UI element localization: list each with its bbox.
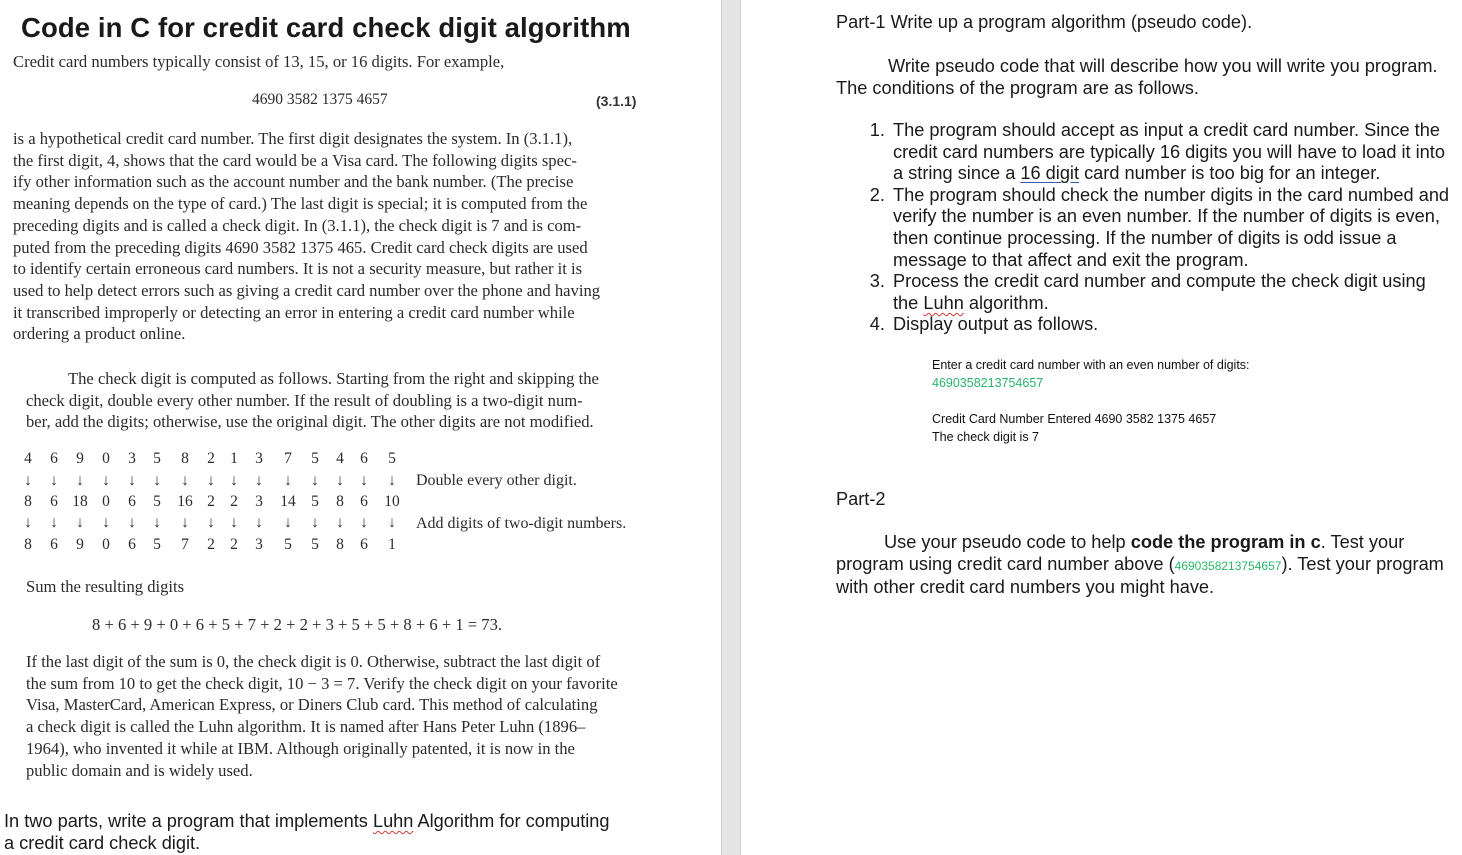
digit-table	[20, 450, 660, 560]
p2-card-number: 4690358213754657	[1174, 558, 1282, 573]
left-page	[0, 0, 720, 855]
p3-line: 1964), who invented it while at IBM. Although originally patented, it is now in the	[26, 738, 575, 758]
table-digit: 3	[255, 536, 263, 553]
table-digit: 9	[76, 450, 84, 467]
table-digit: 18	[72, 493, 88, 510]
conditions-list	[836, 120, 1456, 336]
table-digit: 1	[230, 450, 238, 467]
arrow-down-icon: ↓	[388, 472, 396, 489]
arrow-down-icon: ↓	[181, 514, 189, 531]
table-digit: 8	[24, 536, 32, 553]
table-digit: 5	[284, 536, 292, 553]
arrow-down-icon: ↓	[360, 472, 368, 489]
table-digit: 4	[24, 450, 32, 467]
p2-line: check digit, double every other number. If the result of doubling is a two-digit num-	[26, 390, 583, 410]
p3-line: public domain and is widely used.	[26, 760, 253, 780]
arrow-down-icon: ↓	[24, 472, 32, 489]
p1-line: ordering a product online.	[13, 324, 186, 344]
table-digit: 0	[102, 536, 110, 553]
table-digit: 8	[336, 493, 344, 510]
p3-line: a check digit is called the Luhn algorithm. It is named after Hans Peter Luhn (1896–	[26, 717, 586, 737]
p2-text-a: Use your pseudo code to help	[884, 532, 1131, 552]
arrow-down-icon: ↓	[102, 514, 110, 531]
condition-item: 2. The program should check the number digits in the card numbed and verify the number is an even number. If the number of digits is even, then continue processing. If the number of digits is odd issue a message to that affect and exit the program.	[890, 185, 1456, 271]
arrow-down-icon: ↓	[50, 514, 58, 531]
table-digit: 3	[255, 450, 263, 467]
table-digit: 16	[177, 493, 193, 510]
table-digit: 5	[153, 493, 161, 510]
note-double: Double every other digit.	[416, 472, 577, 489]
table-digit: 7	[181, 536, 189, 553]
part2-text	[836, 532, 1448, 599]
p1-line: to identify certain erroneous card numbers. It is not a security measure, but rather it is	[13, 259, 583, 279]
page-title: Code in C for credit card check digit algorithm	[21, 12, 631, 43]
table-digit: 5	[311, 450, 319, 467]
arrow-down-icon: ↓	[181, 472, 189, 489]
table-digit: 8	[24, 493, 32, 510]
table-digit: 0	[102, 493, 110, 510]
table-digit: 6	[128, 493, 136, 510]
arrow-down-icon: ↓	[311, 472, 319, 489]
item1-underlined: 16 digit	[1020, 163, 1080, 184]
task-line-2: a credit card check digit.	[4, 832, 201, 853]
p2-line: ber, add the digits; otherwise, use the original digit. The other digits are not modified.	[26, 412, 594, 432]
arrow-down-icon: ↓	[102, 472, 110, 489]
p3-line: Visa, MasterCard, American Express, or Diners Club card. This method of calculating	[26, 695, 598, 715]
condition-item: 4. Display output as follows.	[890, 314, 1456, 336]
arrow-down-icon: ↓	[255, 514, 263, 531]
table-digit: 6	[50, 450, 58, 467]
arrow-down-icon: ↓	[207, 472, 215, 489]
p2-text-b: . Test your program using credit card number above (	[836, 532, 1405, 574]
table-digit: 6	[360, 536, 368, 553]
p1-line: it transcribed improperly or detecting an error in entering a credit card number while	[13, 302, 575, 322]
arrow-down-icon: ↓	[230, 514, 238, 531]
paragraph-1	[13, 128, 643, 345]
table-digit: 6	[128, 536, 136, 553]
arrow-down-icon: ↓	[153, 472, 161, 489]
arrow-down-icon: ↓	[360, 514, 368, 531]
table-digit: 5	[311, 536, 319, 553]
table-digit: 5	[153, 536, 161, 553]
arrow-down-icon: ↓	[388, 514, 396, 531]
note-add: Add digits of two-digit numbers.	[416, 515, 627, 532]
arrow-down-icon: ↓	[336, 472, 344, 489]
arrow-down-icon: ↓	[255, 472, 263, 489]
table-digit: 6	[50, 493, 58, 510]
right-page	[742, 0, 1462, 855]
table-digit: 8	[181, 450, 189, 467]
output-check: The check digit is 7	[932, 430, 1039, 444]
p1-line: ify other information such as the account number and the bank number. (The precise	[13, 172, 574, 192]
task-luhn-word: Luhn	[372, 811, 414, 831]
table-digit: 4	[336, 450, 344, 467]
arrow-down-icon: ↓	[76, 514, 84, 531]
table-digit: 1	[388, 536, 396, 553]
part1-heading: Part-1 Write up a program algorithm (pseudo code).	[836, 12, 1253, 32]
table-digit: 2	[230, 493, 238, 510]
table-digit: 10	[384, 493, 400, 510]
output-prompt: Enter a credit card number with an even number of digits:	[932, 358, 1250, 372]
table-digit: 5	[311, 493, 319, 510]
arrow-down-icon: ↓	[336, 514, 344, 531]
intro-text: Credit card numbers typically consist of 13, 15, or 16 digits. For example,	[13, 52, 505, 71]
arrow-down-icon: ↓	[128, 472, 136, 489]
table-digit: 6	[50, 536, 58, 553]
intro-line-2: The conditions of the program are as follows.	[836, 77, 1199, 98]
table-digit: 6	[360, 450, 368, 467]
output-spacer	[932, 392, 1250, 410]
p1-line: the first digit, 4, shows that the card would be a Visa card. The following digits spec-	[13, 150, 577, 170]
p1-line: preceding digits and is called a check digit. In (3.1.1), the check digit is 7 and is com-	[13, 215, 582, 235]
page-gutter	[721, 0, 741, 855]
item3-text: Process the credit card number and compute the check digit using the	[893, 271, 1426, 313]
arrow-down-icon: ↓	[76, 472, 84, 489]
table-digit: 2	[207, 536, 215, 553]
sum-label: Sum the resulting digits	[26, 577, 185, 596]
table-digit: 6	[360, 493, 368, 510]
intro-line-1: Write pseudo code that will describe how you will write you program.	[888, 56, 1438, 76]
task-line-1-pre: In two parts, write a program that implements	[4, 811, 373, 831]
p3-line: If the last digit of the sum is 0, the check digit is 0. Otherwise, subtract the last digit of	[26, 652, 601, 671]
table-digit: 2	[207, 493, 215, 510]
table-digit: 8	[336, 536, 344, 553]
task-line-1-post: Algorithm for computing	[413, 811, 610, 831]
p1-line: is a hypothetical credit card number. The first digit designates the system. In (3.1.1),	[13, 129, 573, 148]
table-digit: 7	[284, 450, 292, 467]
p1-line: puted from the preceding digits 4690 3582 1375 465. Credit card check digits are used	[13, 237, 588, 257]
paragraph-2	[26, 368, 646, 433]
example-number: 4690 3582 1375 4657	[252, 91, 388, 108]
table-digit: 3	[128, 450, 136, 467]
item3-text-end: algorithm.	[963, 292, 1049, 313]
p2-line: The check digit is computed as follows. Starting from the right and skipping the	[68, 369, 599, 388]
table-digit: 14	[280, 493, 296, 510]
task-statement	[4, 811, 704, 854]
sample-output	[932, 356, 1250, 446]
condition-item	[890, 120, 1456, 185]
table-digit: 2	[207, 450, 215, 467]
p2-text-c: ). Test your program with other credit card numbers you might have.	[836, 553, 1444, 598]
p2-bold: code the program in c	[1130, 532, 1321, 552]
paragraph-3	[26, 651, 646, 781]
item1-text-end: card number is too big for an integer.	[1079, 163, 1381, 184]
part2-heading: Part-2	[836, 489, 886, 509]
equation-label: (3.1.1)	[596, 93, 637, 109]
table-digit: 3	[255, 493, 263, 510]
table-digit: 5	[153, 450, 161, 467]
arrow-down-icon: ↓	[207, 514, 215, 531]
table-digit: 2	[230, 536, 238, 553]
arrow-down-icon: ↓	[311, 514, 319, 531]
output-input: 4690358213754657	[932, 376, 1044, 390]
p1-line: used to help detect errors such as giving a credit card number over the phone and having	[13, 280, 601, 300]
arrow-down-icon: ↓	[284, 514, 292, 531]
sum-equation: 8 + 6 + 9 + 0 + 6 + 5 + 7 + 2 + 2 + 3 + 5 + 5 + 8 + 6 + 1 = 73.	[92, 615, 503, 634]
table-digit: 5	[388, 450, 396, 467]
arrow-down-icon: ↓	[284, 472, 292, 489]
arrow-down-icon: ↓	[128, 514, 136, 531]
item3-luhn-word: Luhn	[923, 292, 964, 313]
task-line-1	[4, 811, 704, 833]
arrow-down-icon: ↓	[24, 514, 32, 531]
arrow-down-icon: ↓	[50, 472, 58, 489]
table-digit: 0	[102, 450, 110, 467]
condition-item	[890, 271, 1456, 314]
p1-line: meaning depends on the type of card.) The last digit is special; it is computed from the	[13, 194, 588, 214]
item1-text: The program should accept as input a credit card number. Since the credit card numbers are typically 16 digits you will have to load it into a string since a	[893, 120, 1445, 184]
table-digit: 9	[76, 536, 84, 553]
arrow-down-icon: ↓	[230, 472, 238, 489]
p3-line: the sum from 10 to get the check digit, 10 − 3 = 7. Verify the check digit on your favorite	[26, 673, 618, 693]
arrow-down-icon: ↓	[153, 514, 161, 531]
output-entered: Credit Card Number Entered 4690 3582 1375 4657	[932, 412, 1217, 426]
part1-intro	[836, 56, 1462, 99]
